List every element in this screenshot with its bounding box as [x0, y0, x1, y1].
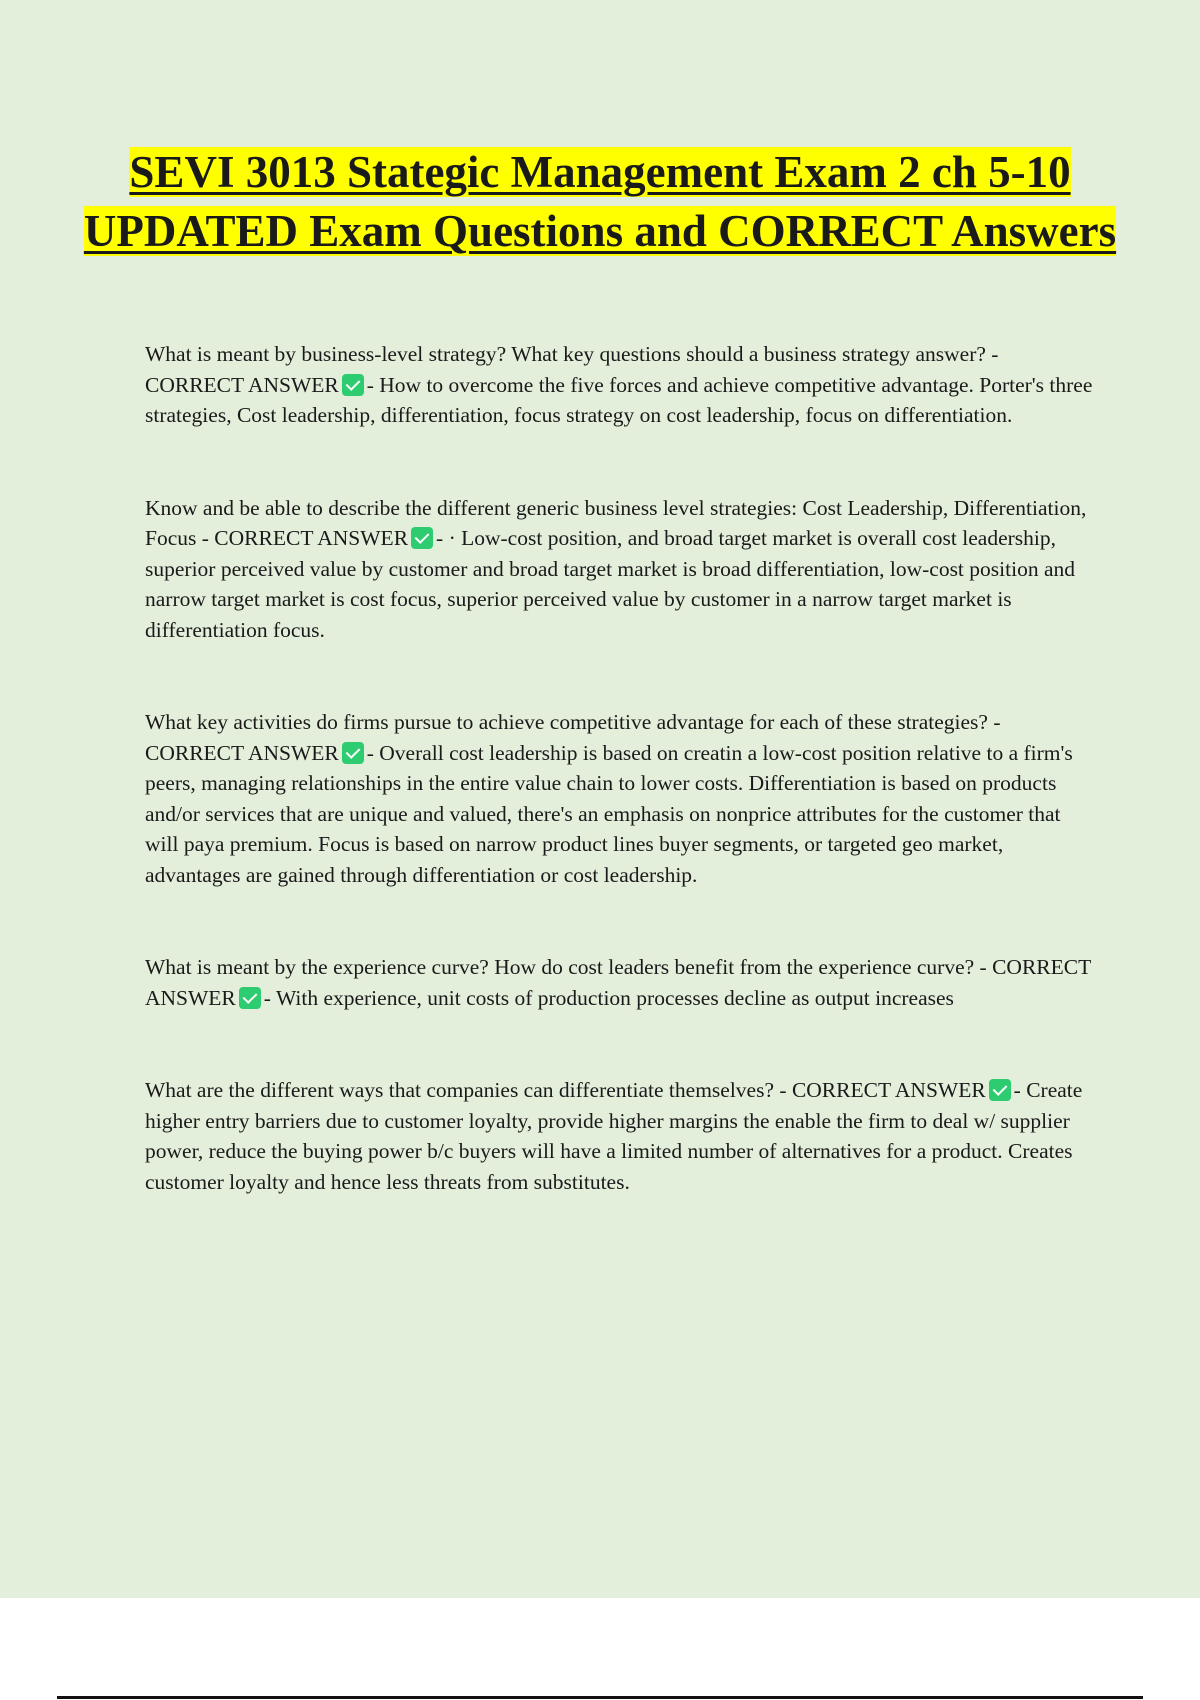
qa-item: What key activities do firms pursue to achieve competitive advantage for each of these strategies? - CORRECT ANSWER - Overall cost leadership is based on creatin a low-cost position relative to a firm's peers, managing relationships in the entire value chain to lower costs. Differentiation is based on products and/or services that are unique and valued, there's an emphasis on nonprice attributes for the customer that will paya premium. Focus is based on narrow product lines buyer segments, or targeted geo market, advantages are gained through differentiation or cost leadership.	[145, 710, 1073, 887]
answer-text: Overall cost leadership is based on creatin a low-cost position relative to a firm's peers, managing relationships in the entire value chain to lower costs. Differentiation is based on products and/or services that are unique and valued, there's an emphasis on nonprice attributes for the customer that will paya premium. Focus is based on narrow product lines buyer segments, or targeted geo market, advantages are gained through differentiation or cost leadership.	[145, 740, 1073, 887]
qa-item: What is meant by business-level strategy? What key questions should a business strategy answer? - CORRECT ANSWER - How to overcome the five forces and achieve competitive advantage. Porter's three strategies, Cost leadership, differentiation, focus strategy on cost leadership, focus on differentiation.	[145, 342, 1093, 427]
checkmark-icon	[239, 987, 261, 1009]
checkmark-icon	[411, 527, 433, 549]
answer-label: CORRECT ANSWER	[214, 526, 409, 550]
qa-item: What is meant by the experience curve? How do cost leaders benefit from the experience curve? - CORRECT ANSWER - With experience, unit costs of production processes decline as output increases	[145, 955, 1091, 1010]
checkmark-icon	[342, 742, 364, 764]
title-text: SEVI 3013 Stategic Management Exam 2 ch 5-10 UPDATED Exam Questions and CORRECT Answers	[83, 147, 1117, 256]
question-text: What are the different ways that companies can differentiate themselves?	[145, 1078, 775, 1102]
question-text: What is meant by business-level strategy? What key questions should a business strategy answer?	[145, 342, 986, 366]
question-text: Know and be able to describe the different generic business level strategies: Cost Leadership, Differentiation, Focus	[145, 495, 1087, 550]
answer-label: CORRECT ANSWER	[791, 1078, 986, 1102]
checkmark-icon	[342, 374, 364, 396]
footer-divider	[57, 1696, 1143, 1699]
answer-label: CORRECT ANSWER	[145, 372, 339, 397]
qa-item: What are the different ways that companies can differentiate themselves? - CORRECT ANSWER - Create higher entry barriers due to customer loyalty, provide higher margins the enable the firm to deal w/ supplier power, reduce the buying power b/c buyers will have a limited number of alternatives for a product. Creates customer loyalty and hence less threats from substitutes.	[145, 1078, 1083, 1194]
question-text: What is meant by the experience curve? How do cost leaders benefit from the experience curve?	[145, 955, 975, 979]
qa-list	[145, 339, 1095, 1259]
answer-text: With experience, unit costs of production processes decline as output increases	[275, 985, 954, 1010]
question-text: What key activities do firms pursue to achieve competitive advantage for each of these strategies?	[145, 710, 988, 734]
qa-item: Know and be able to describe the different generic business level strategies: Cost Leadership, Differentiation, Focus - CORRECT ANSWER - · Low-cost position, and broad target market is overall cost leadership, superior perceived value by customer and broad target market is broad differentiation, low-cost position and narrow target market is cost focus, superior perceived value by customer in a narrow target market is differentiation focus.	[145, 495, 1087, 642]
answer-text: · Low-cost position, and broad target market is overall cost leadership, superior perceived value by customer and broad target market is broad differentiation, low-cost position and narrow target market is cost focus, superior perceived value by customer in a narrow target market is differentiation focus.	[145, 526, 1075, 642]
answer-label: CORRECT ANSWER	[145, 955, 1091, 1010]
answer-text: Create higher entry barriers due to customer loyalty, provide higher margins the enable the firm to deal w/ supplier power, reduce the buying power b/c buyers will have a limited number of alternatives for a product. Creates customer loyalty and hence less threats from substitutes.	[145, 1078, 1083, 1194]
checkmark-icon	[989, 1079, 1011, 1101]
answer-text: How to overcome the five forces and achieve competitive advantage. Porter's three strategies, Cost leadership, differentiation, focus strategy on cost leadership, focus on differentiation.	[145, 372, 1093, 427]
answer-label: CORRECT ANSWER	[145, 740, 339, 765]
document-title	[60, 143, 1140, 261]
